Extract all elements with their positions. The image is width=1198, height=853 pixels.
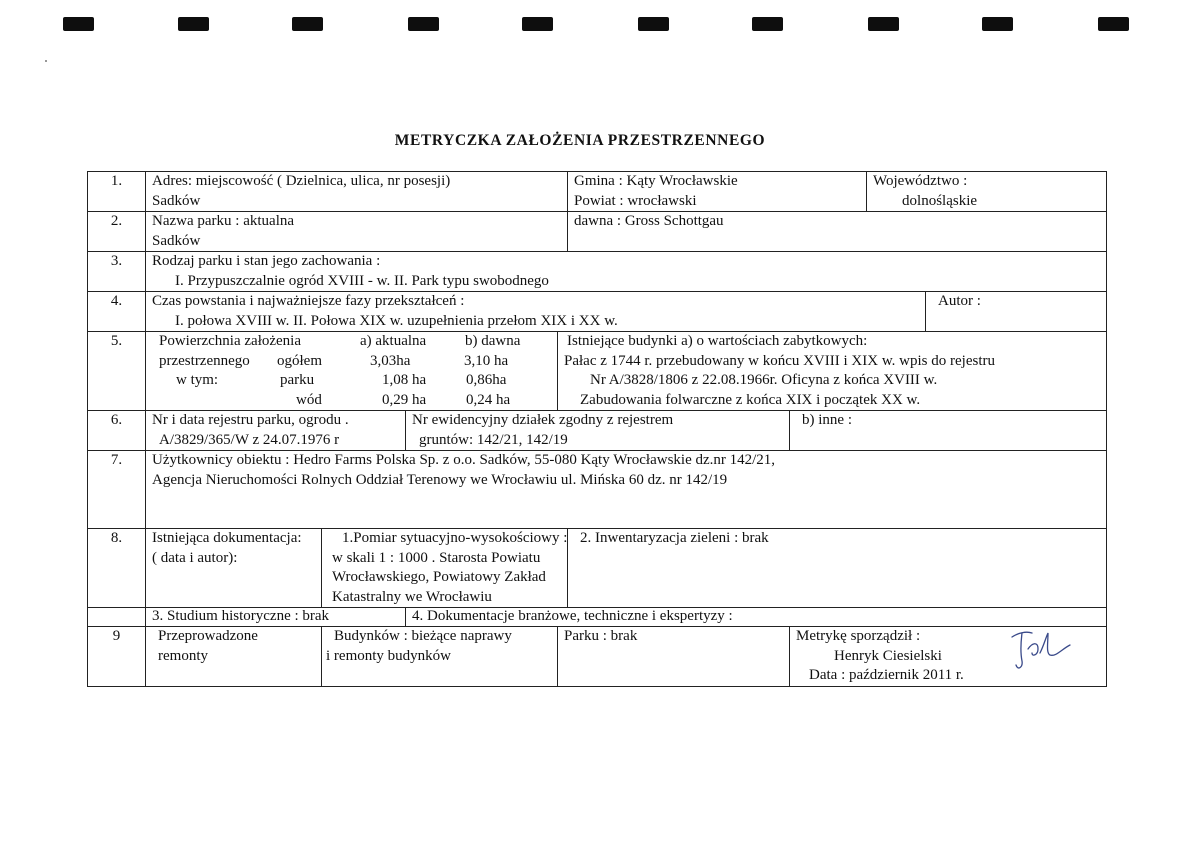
row-8 bbox=[88, 529, 1107, 608]
autor-cell bbox=[926, 292, 1107, 332]
adres-label: Adres: miejscowość ( Dzielnica, ulica, nr posesji) bbox=[152, 173, 451, 189]
ogolem-label: ogółem bbox=[277, 352, 322, 369]
row-9 bbox=[88, 627, 1107, 687]
powierzchnia-label: Powierzchnia założenia bbox=[159, 333, 302, 349]
wojewodztwo-cell bbox=[867, 172, 1107, 212]
nazwa-cell bbox=[146, 212, 568, 252]
page-title: METRYCZKA ZAŁOŻENIA PRZESTRZENNEGO bbox=[394, 132, 766, 149]
inne-label: b) inne : bbox=[802, 412, 852, 428]
pomiar-line-1: 1.Pomiar sytuacyjno-wysokościowy : bbox=[342, 530, 568, 546]
row-number: 7. bbox=[88, 451, 146, 529]
remonty-budynkow-1: Budynków : bieżące naprawy bbox=[334, 628, 512, 644]
budynki-cell bbox=[558, 332, 1107, 411]
gmina-cell bbox=[568, 172, 867, 212]
inwentaryzacja-value: 2. Inwentaryzacja zieleni : brak bbox=[580, 530, 769, 546]
scan-mark-4 bbox=[408, 17, 439, 31]
row-3 bbox=[88, 252, 1107, 292]
ewidencja-cell bbox=[406, 411, 790, 451]
ewidencja-label: Nr ewidencyjny działek zgodny z rejestrem bbox=[412, 412, 674, 428]
col-dawna-header: b) dawna bbox=[465, 333, 521, 349]
dok-branzowe-cell bbox=[406, 608, 1107, 627]
scan-mark-3 bbox=[292, 17, 323, 31]
inne-cell bbox=[790, 411, 1107, 451]
remonty-parku-value: Parku : brak bbox=[564, 628, 638, 644]
row-2 bbox=[88, 212, 1107, 252]
ewidencja-value: gruntów: 142/21, 142/19 bbox=[419, 431, 568, 448]
row-number: 2. bbox=[88, 212, 146, 252]
parku-aktualna: 1,08 ha bbox=[382, 372, 427, 388]
dokumentacja-label: Istniejąca dokumentacja: bbox=[152, 530, 302, 546]
czas-label: Czas powstania i najważniejsze fazy przekształceń : bbox=[152, 293, 465, 309]
row-4 bbox=[88, 292, 1107, 332]
czas-cell bbox=[146, 292, 926, 332]
wojewodztwo-label: Województwo : bbox=[873, 173, 968, 189]
adres-cell bbox=[146, 172, 568, 212]
row-number: 3. bbox=[88, 252, 146, 292]
scan-mark-6 bbox=[638, 17, 669, 31]
budynki-line-2: Nr A/3828/1806 z 22.08.1966r. Oficyna z końca XVIII w. bbox=[590, 372, 938, 388]
w-tym-label: w tym: bbox=[176, 372, 219, 388]
parku-label: parku bbox=[280, 372, 315, 388]
budynki-line-3: Zabudowania folwarczne z końca XIX i początek XX w. bbox=[580, 391, 921, 408]
row-1 bbox=[88, 172, 1107, 212]
wojewodztwo-value: dolnośląskie bbox=[902, 192, 978, 209]
wod-aktualna: 0,29 ha bbox=[382, 391, 427, 408]
remonty-label-1: Przeprowadzone bbox=[158, 628, 258, 644]
scan-mark-2 bbox=[178, 17, 209, 31]
ogolem-dawna: 3,10 ha bbox=[464, 352, 509, 369]
rejestr-label: Nr i data rejestru parku, ogrodu . bbox=[152, 412, 349, 428]
budynki-label: Istniejące budynki a) o wartościach zabytkowych: bbox=[567, 333, 868, 349]
sporzadzil-cell bbox=[790, 627, 1107, 687]
czas-value: I. połowa XVIII w. II. Połowa XIX w. uzupełnienia przełom XIX i XX w. bbox=[175, 312, 618, 329]
remonty-budynkow-2: i remonty budynków bbox=[326, 647, 451, 664]
dokumentacja-cell bbox=[146, 529, 322, 608]
nazwa-label: Nazwa parku : aktualna bbox=[152, 213, 295, 229]
dok-branzowe-value: 4. Dokumentacje branżowe, techniczne i ekspertyzy : bbox=[412, 608, 733, 624]
row-7 bbox=[88, 451, 1107, 529]
signature-icon bbox=[1004, 627, 1074, 675]
col-aktualna-header: a) aktualna bbox=[360, 333, 427, 349]
dawna-cell bbox=[568, 212, 1107, 252]
rejestr-value: A/3829/365/W z 24.07.1976 r bbox=[159, 431, 340, 448]
remonty-cell bbox=[146, 627, 322, 687]
scan-mark-7 bbox=[752, 17, 783, 31]
przestrzennego-label: przestrzennego bbox=[159, 352, 250, 369]
row-number: 4. bbox=[88, 292, 146, 332]
rodzaj-value: I. Przypuszczalnie ogród XVIII - w. II. Park typu swobodnego bbox=[175, 272, 549, 289]
uzytkownicy-line-2: Agencja Nieruchomości Rolnych Oddział Terenowy we Wrocławiu ul. Mińska 60 dz. nr 142/19 bbox=[152, 471, 728, 488]
row-5 bbox=[88, 332, 1107, 411]
metryczka-table bbox=[87, 171, 1107, 687]
studium-cell bbox=[146, 608, 406, 627]
powiat-value: Powiat : wrocławski bbox=[574, 192, 697, 209]
parku-dawna: 0,86ha bbox=[466, 372, 507, 388]
row-6 bbox=[88, 411, 1107, 451]
scan-mark-9 bbox=[982, 17, 1013, 31]
wod-dawna: 0,24 ha bbox=[466, 391, 511, 408]
scan-mark-5 bbox=[522, 17, 553, 31]
dokumentacja-sub: ( data i autor): bbox=[152, 549, 238, 566]
inwentaryzacja-cell bbox=[568, 529, 1107, 608]
remonty-budynkow-cell bbox=[322, 627, 558, 687]
row-number: 9 bbox=[88, 627, 146, 687]
row-number: 1. bbox=[88, 172, 146, 212]
scan-mark-8 bbox=[868, 17, 899, 31]
remonty-parku-cell bbox=[558, 627, 790, 687]
scan-speck bbox=[45, 60, 47, 62]
pomiar-line-4: Katastralny we Wrocławiu bbox=[332, 588, 492, 605]
nazwa-aktualna: Sadków bbox=[152, 232, 201, 249]
powierzchnia-cell bbox=[146, 332, 558, 411]
studium-value: 3. Studium historyczne : brak bbox=[152, 608, 330, 624]
rodzaj-label: Rodzaj parku i stan jego zachowania : bbox=[152, 253, 381, 269]
sporzadzil-name: Henryk Ciesielski bbox=[834, 647, 942, 664]
wod-label: wód bbox=[296, 391, 322, 408]
scan-mark-10 bbox=[1098, 17, 1129, 31]
gmina-value: Gmina : Kąty Wrocławskie bbox=[574, 173, 738, 189]
row-8b bbox=[88, 608, 1107, 627]
scan-mark-1 bbox=[63, 17, 94, 31]
remonty-label-2: remonty bbox=[158, 647, 208, 664]
row-number-empty bbox=[88, 608, 146, 627]
autor-label: Autor : bbox=[938, 293, 981, 309]
row-number: 5. bbox=[88, 332, 146, 411]
row-number: 8. bbox=[88, 529, 146, 608]
uzytkownicy-line-1: Użytkownicy obiektu : Hedro Farms Polska Sp. z o.o. Sadków, 55-080 Kąty Wrocławskie dz.nr 142/21, bbox=[152, 452, 776, 468]
uzytkownicy-cell bbox=[146, 451, 1107, 529]
rodzaj-cell bbox=[146, 252, 1107, 292]
pomiar-cell bbox=[322, 529, 568, 608]
nazwa-dawna: dawna : Gross Schottgau bbox=[574, 213, 724, 229]
pomiar-line-3: Wrocławskiego, Powiatowy Zakład bbox=[332, 569, 546, 585]
sporzadzil-label: Metrykę sporządził : bbox=[796, 628, 921, 644]
pomiar-line-2: w skali 1 : 1000 . Starosta Powiatu bbox=[332, 549, 541, 566]
adres-value: Sadków bbox=[152, 192, 201, 209]
rejestr-cell bbox=[146, 411, 406, 451]
row-number: 6. bbox=[88, 411, 146, 451]
sporzadzil-date: Data : październik 2011 r. bbox=[809, 667, 964, 683]
ogolem-aktualna: 3,03ha bbox=[370, 352, 411, 369]
budynki-line-1: Pałac z 1744 r. przebudowany w końcu XVIII i XIX w. wpis do rejestru bbox=[564, 352, 996, 369]
